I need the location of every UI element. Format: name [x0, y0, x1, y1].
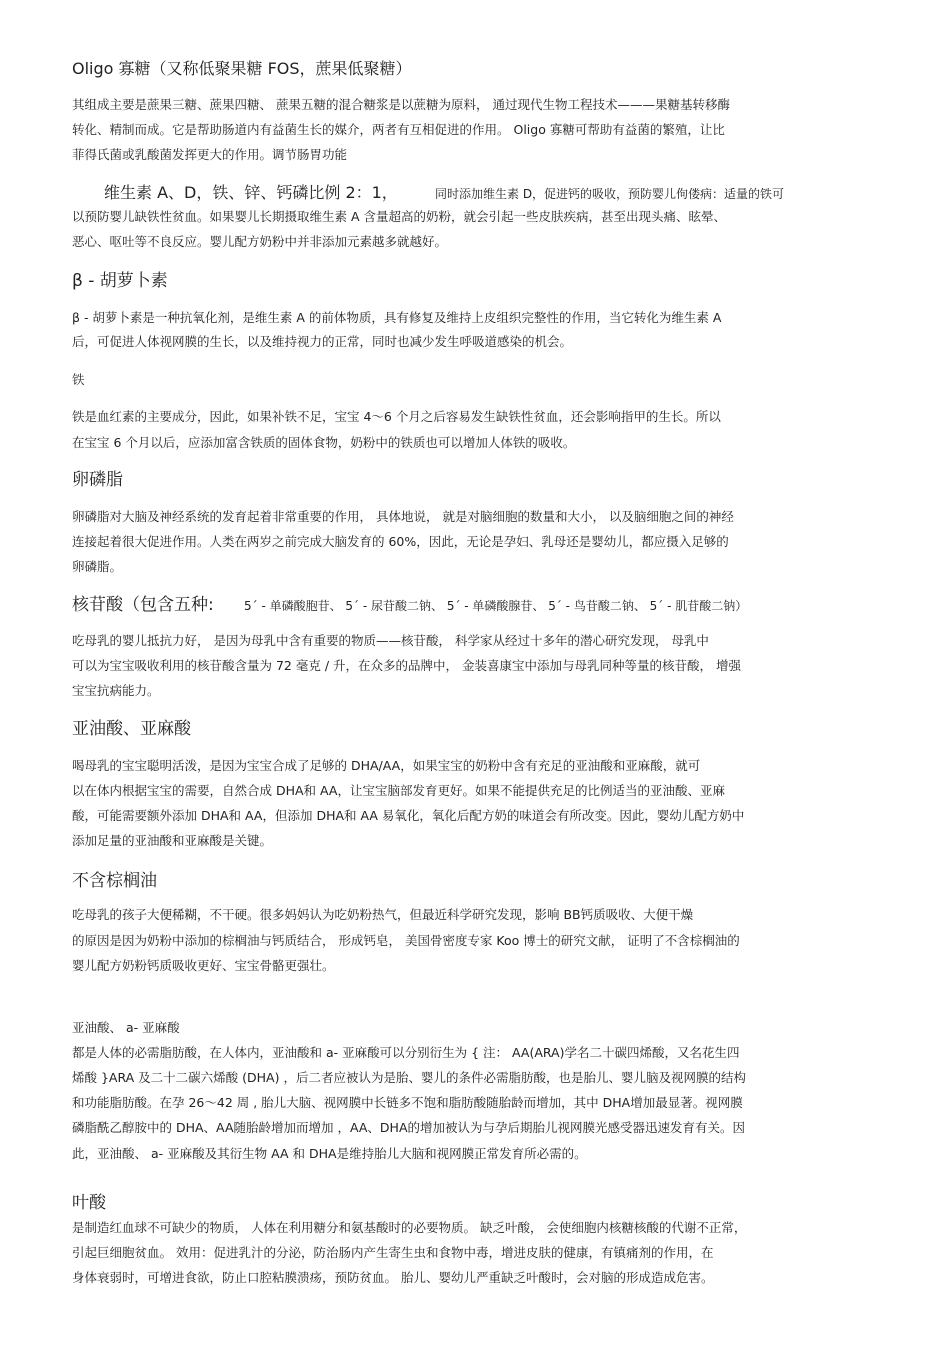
paragraph-line: 酸，可能需要额外添加 DHA和 AA，但添加 DHA和 AA 易氧化，氧化后配方奶的味道会有所改变。因此，婴幼儿配方奶中: [72, 808, 745, 823]
section-title-folic-acid: 叶酸: [72, 1193, 106, 1213]
paragraph-line: 和功能脂肪酸。在孕 26～42 周 , 胎儿大脑、视网膜中长链多不饱和脂肪酸随胎龄而增加，其中 DHA增加最显著。视网膜: [72, 1095, 743, 1110]
paragraph-line: 可以为宝宝吸收利用的核苷酸含量为 72 毫克 / 升，在众多的品牌中， 金装喜康宝中添加与母乳同种等量的核苷酸， 增强: [72, 658, 741, 673]
paragraph-line: β - 胡萝卜素是一种抗氧化剂，是维生素 A 的前体物质，具有修复及维持上皮组织完整性的作用，当它转化为维生素 A: [72, 310, 722, 325]
paragraph-line: 的原因是因为奶粉中添加的棕榈油与钙质结合， 形成钙皂， 美国骨密度专家 Koo 博士的研究文献， 证明了不含棕榈油的: [72, 933, 740, 948]
paragraph-line: 是制造红血球不可缺少的物质， 人体在利用糖分和氨基酸时的必要物质。 缺乏叶酸， 会使细胞内核糖核酸的代谢不正常，: [72, 1220, 747, 1235]
paragraph-line: 以在体内根据宝宝的需要，自然合成 DHA和 AA，让宝宝脑部发育更好。如果不能提供充足的比例适当的亚油酸、亚麻: [72, 783, 725, 798]
paragraph-line: 后，可促进人体视网膜的生长，以及维持视力的正常，同时也减少发生呼吸道感染的机会。: [72, 334, 573, 349]
paragraph-line: 卵磷脂。: [72, 559, 123, 574]
paragraph-line: 都是人体的必需脂肪酸，在人体内，亚油酸和 a- 亚麻酸可以分别衍生为 { 注： AA(ARA)学名二十碳四烯酸，又名花生四: [72, 1045, 740, 1060]
paragraph-line: 铁是血红素的主要成分，因此，如果补铁不足，宝宝 4～6 个月之后容易发生缺铁性贫血，还会影响指甲的生长。所以: [72, 409, 721, 424]
paragraph-line: 吃母乳的婴儿抵抗力好， 是因为母乳中含有重要的物质——核苷酸， 科学家从经过十多年的潜心研究发现， 母乳中: [72, 633, 709, 648]
paragraph-line: 引起巨细胞贫血。 效用：促进乳汁的分泌，防治肠内产生寄生虫和食物中毒，增进皮肤的健康，有镇痛剂的作用，在: [72, 1245, 714, 1260]
section-title-vitamins: 维生素 A、D，铁、锌、钙磷比例 2：1，: [104, 183, 398, 202]
paragraph-line: 5´ - 单磷酸胞苷、 5´ - 尿苷酸二钠、 5´ - 单磷酸腺苷、 5´ - 鸟苷酸二钠、 5´ - 肌苷酸二钠）: [244, 599, 748, 613]
paragraph-line: 同时添加维生素 D，促进钙的吸收，预防婴儿佝偻病：适量的铁可: [435, 187, 785, 201]
paragraph-line: 吃母乳的孩子大便稀糊，不干硬。很多妈妈认为吃奶粉热气，但最近科学研究发现，影响 BB钙质吸收、大便干燥: [72, 907, 694, 922]
paragraph-line: 添加足量的亚油酸和亚麻酸是关键。: [72, 833, 273, 848]
paragraph-line: 宝宝抗病能力。: [72, 683, 160, 698]
section-title-fatty-acids: 亚油酸、亚麻酸: [72, 719, 191, 739]
paragraph-line: 婴儿配方奶粉钙质吸收更好、宝宝骨骼更强壮。: [72, 958, 335, 973]
section-title-linoleic: 亚油酸、 a- 亚麻酸: [72, 1020, 180, 1035]
section-title-lecithin: 卵磷脂: [72, 470, 123, 490]
paragraph-line: 以预防婴儿缺铁性贫血。如果婴儿长期摄取维生素 A 含量超高的奶粉，就会引起一些皮肤疾病，甚至出现头痛、眩晕、: [72, 209, 727, 224]
paragraph-line: 菲得氏菌或乳酸菌发挥更大的作用。调节肠胃功能: [72, 147, 348, 162]
paragraph-line: 在宝宝 6 个月以后，应添加富含铁质的固体食物，奶粉中的铁质也可以增加人体铁的吸收。: [72, 435, 576, 450]
section-title-beta-carotene: β - 胡萝卜素: [72, 271, 168, 291]
paragraph-line: 其组成主要是蔗果三糖、蔗果四糖、 蔗果五糖的混合糖浆是以蔗糖为原料， 通过现代生物工程技术———果糖基转移酶: [72, 97, 730, 112]
paragraph-line: 卵磷脂对大脑及神经系统的发育起着非常重要的作用， 具体地说， 就是对脑细胞的数量和大小， 以及脑细胞之间的神经: [72, 509, 734, 524]
paragraph-line: 磷脂酰乙醇胺中的 DHA、AA随胎龄增加而增加 ，AA、DHA的增加被认为与孕后期胎儿视网膜光感受器迅速发育有关。因: [72, 1120, 746, 1135]
paragraph-line: 此，亚油酸、 a- 亚麻酸及其衍生物 AA 和 DHA是维持胎儿大脑和视网膜正常发育所必需的。: [72, 1146, 587, 1161]
section-title-nucleotides: 核苷酸（包含五种:: [72, 595, 214, 615]
section-title-iron: 铁: [72, 372, 85, 387]
paragraph-line: 喝母乳的宝宝聪明活泼，是因为宝宝合成了足够的 DHA/AA，如果宝宝的奶粉中含有充足的亚油酸和亚麻酸，就可: [72, 758, 701, 773]
paragraph-line: 连接起着很大促进作用。人类在两岁之前完成大脑发育的 60%，因此，无论是孕妇、乳母还是婴幼儿，都应摄入足够的: [72, 534, 729, 549]
paragraph-line: 恶心、呕吐等不良反应。婴儿配方奶粉中并非添加元素越多就越好。: [72, 234, 448, 249]
section-title-oligo: Oligo 寡糖（又称低聚果糖 FOS，蔗果低聚糖）: [72, 59, 412, 78]
section-title-palm-oil: 不含棕榈油: [72, 871, 157, 891]
paragraph-line: 转化、精制而成。它是帮助肠道内有益菌生长的媒介，两者有互相促进的作用。 Oligo 寡糖可帮助有益菌的繁殖，让比: [72, 122, 725, 137]
paragraph-line: 烯酸 }ARA 及二十二碳六烯酸 (DHA) ，后二者应被认为是胎、婴儿的条件必需脂肪酸，也是胎儿、婴儿脑及视网膜的结构: [72, 1070, 746, 1085]
paragraph-line: 身体衰弱时，可增进食欲，防止口腔粘膜溃疡，预防贫血。 胎儿、婴幼儿严重缺乏叶酸时，会对脑的形成造成危害。: [72, 1270, 714, 1285]
